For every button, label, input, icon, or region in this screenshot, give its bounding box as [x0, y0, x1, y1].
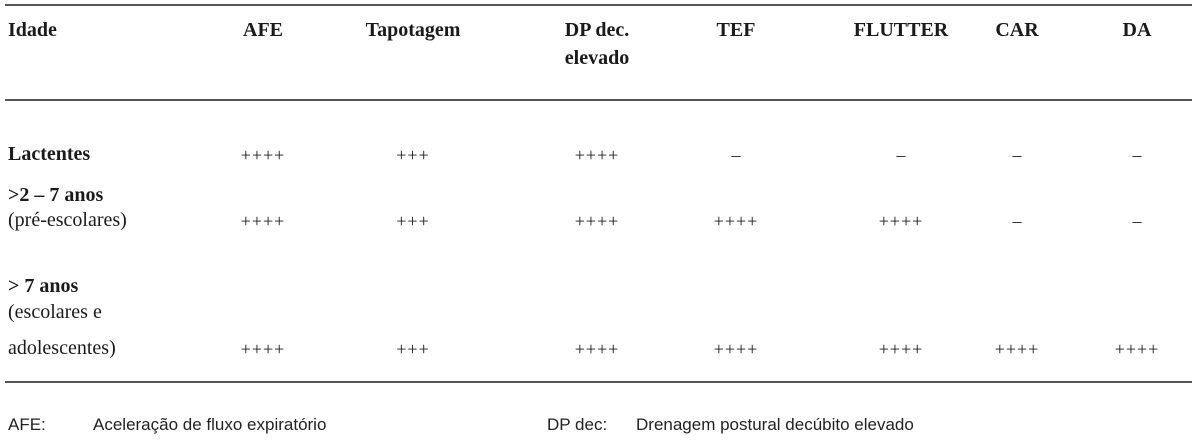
header-flutter: FLUTTER — [853, 19, 949, 41]
row-sublabel-pre-escolares: (pré-escolares) — [8, 209, 127, 231]
table-bottom-rule — [5, 381, 1192, 383]
row-label-7-anos: > 7 anos — [8, 275, 79, 297]
header-dp-line1: DP dec. — [564, 19, 630, 41]
table-cell: ++++ — [574, 211, 620, 231]
table-cell: – — [731, 145, 741, 165]
table-cell: ++++ — [240, 339, 286, 359]
table-cell: ++++ — [713, 211, 759, 231]
table-cell: – — [1012, 145, 1022, 165]
header-da: DA — [1122, 19, 1152, 41]
row-label-lactentes: Lactentes — [8, 143, 91, 165]
table-cell: – — [896, 145, 906, 165]
legend-abbr-dp-dec: DP dec: — [547, 415, 608, 434]
table-cell: ++++ — [878, 339, 924, 359]
table-cell: ++++ — [240, 145, 286, 165]
header-afe: AFE — [243, 19, 283, 41]
row-sublabel-adolescentes: adolescentes) — [8, 337, 116, 359]
table-cell: – — [1132, 145, 1142, 165]
table-cell: ++++ — [1114, 339, 1160, 359]
header-dp-line2: elevado — [564, 47, 630, 69]
table-cell: ++++ — [994, 339, 1040, 359]
header-car: CAR — [995, 19, 1039, 41]
table-cell: +++ — [396, 145, 430, 165]
row-sublabel-escolares: (escolares e — [8, 301, 102, 323]
table-cell: ++++ — [240, 211, 286, 231]
table-cell: ++++ — [574, 145, 620, 165]
legend-abbr-afe: AFE: — [8, 415, 46, 434]
header-tef: TEF — [716, 19, 756, 41]
table-cell: +++ — [396, 339, 430, 359]
header-rule — [5, 99, 1192, 101]
table-cell: ++++ — [713, 339, 759, 359]
table-cell: +++ — [396, 211, 430, 231]
table-cell: – — [1012, 211, 1022, 231]
table-cell: – — [1132, 211, 1142, 231]
legend-text-afe: Aceleração de fluxo expiratório — [93, 415, 327, 434]
table-cell: ++++ — [574, 339, 620, 359]
legend-text-dp-dec: Drenagem postural decúbito elevado — [636, 415, 914, 434]
header-idade: Idade — [8, 19, 57, 41]
table-top-rule — [5, 4, 1192, 6]
header-tapotagem: Tapotagem — [365, 19, 461, 41]
table-cell: ++++ — [878, 211, 924, 231]
row-label-2-7-anos: >2 – 7 anos — [8, 184, 104, 206]
